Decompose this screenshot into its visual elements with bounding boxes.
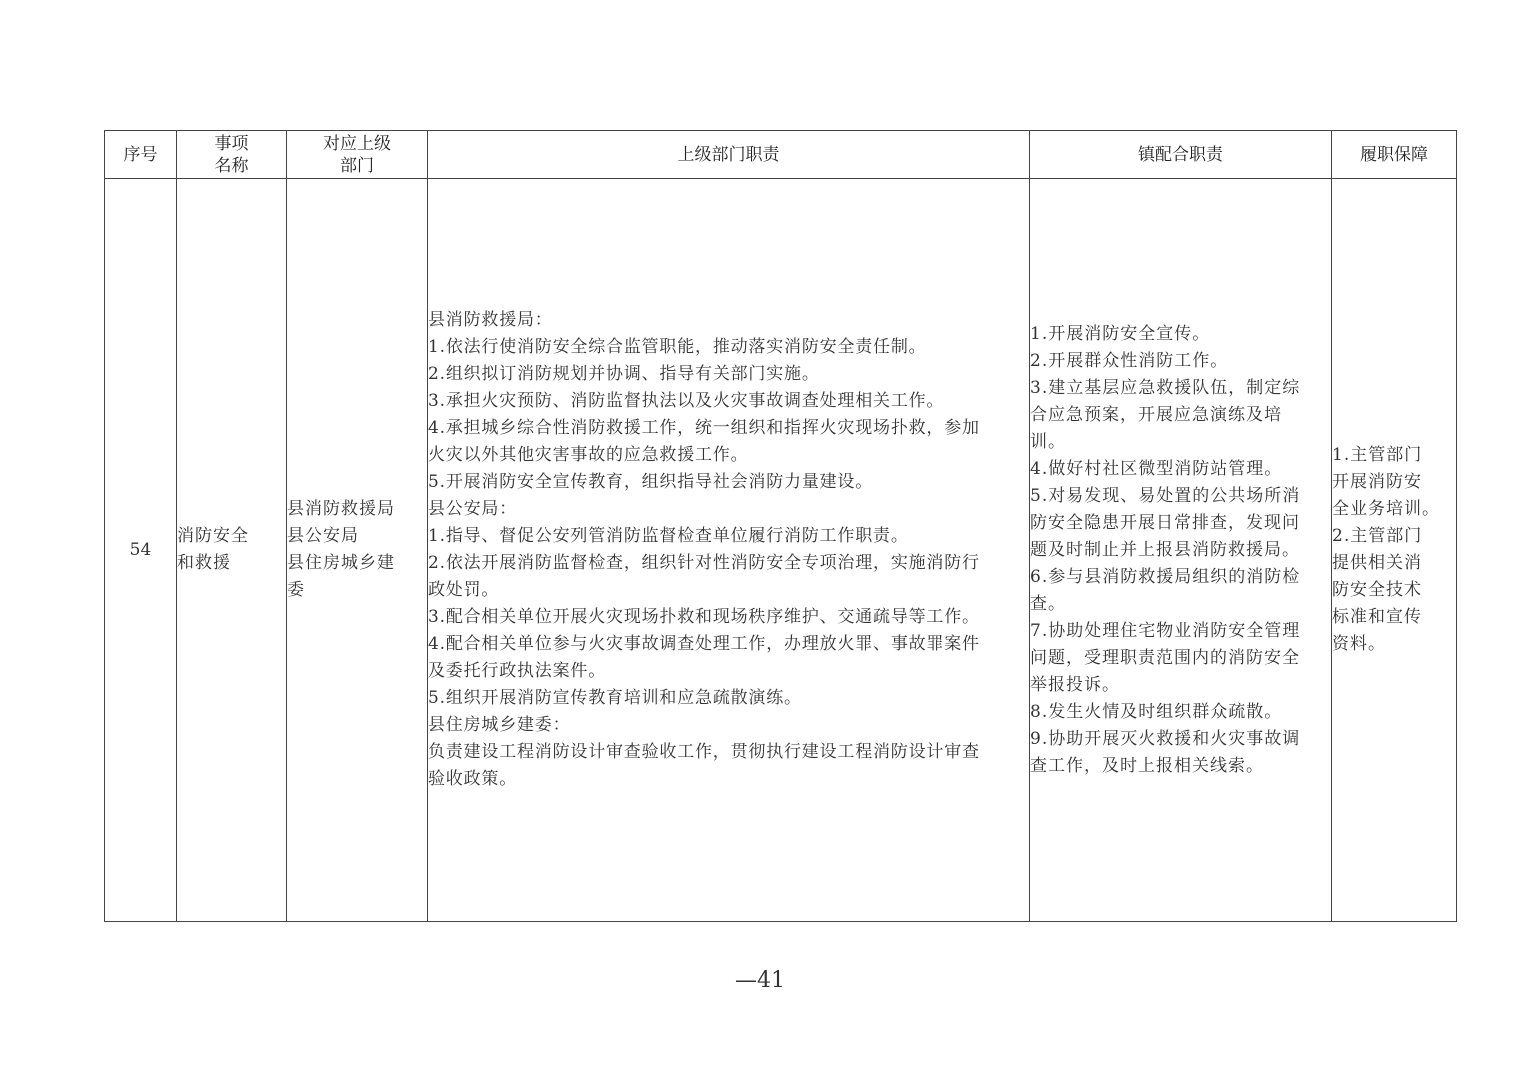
row-superior-departments: 县消防救援局 县公安局 县住房城乡建 委 — [287, 179, 428, 922]
row-superior-duties: 县消防救援局： 1.依法行使消防安全综合监管职能，推动落实消防安全责任制。 2.组织拟订消防规划并协调、指导有关部门实施。 3.承担火灾预防、消防监督执法以及火灾事故调查处理相关工作。 4.承担城乡综合性消防救援工作，统一组织和指挥火灾现场扑救，参加 火灾以外其他灾害事故的应急救援工作。 5.开展消防安全宣传教育，组织指导社会消防力量建设。 县公安局： 1.指导、督促公安列管消防监督检查单位履行消防工作职责。 2.依法开展消防监督检查，组织针对性消防安全专项治理，实施消防行 政处罚。 3.配合相关单位开展火灾现场扑救和现场秩序维护、交通疏导等工作。 4.配合相关单位参与火灾事故调查处理工作，办理放火罪、事故罪案件 及委托行政执法案件。 5.组织开展消防宣传教育培训和应急疏散演练。 县住房城乡建委： 负责建设工程消防设计审查验收工作，贯彻执行建设工程消防设计审查 验收政策。 — [428, 179, 1030, 922]
row-town-duties: 1.开展消防安全宣传。 2.开展群众性消防工作。 3.建立基层应急救援队伍，制定综 合应急预案，开展应急演练及培 训。 4.做好村社区微型消防站管理。 5.对易发现、易处置的公共场所消 防安全隐患开展日常排查，发现问 题及时制止并上报县消防救援局。 6.参与县消防救援局组织的消防检 查。 7.协助处理住宅物业消防安全管理 问题，受理职责范围内的消防安全 举报投诉。 8.发生火情及时组织群众疏散。 9.协助开展灭火救援和火灾事故调 查工作，及时上报相关线索。 — [1030, 179, 1332, 922]
header-row — [105, 131, 1457, 179]
table-row — [105, 179, 1457, 922]
duty-table — [104, 130, 1457, 922]
row-guarantee: 1.主管部门 开展消防安 全业务培训。 2.主管部门 提供相关消 防安全技术 标准和宣传 资料。 — [1332, 179, 1457, 922]
header-superior-duties: 上级部门职责 — [428, 131, 1030, 179]
header-item-name: 事项 名称 — [177, 131, 287, 179]
row-item-name: 消防安全 和救援 — [177, 179, 287, 922]
header-guarantee: 履职保障 — [1332, 131, 1457, 179]
header-town-duties: 镇配合职责 — [1030, 131, 1332, 179]
header-superior-department: 对应上级 部门 — [287, 131, 428, 179]
row-number: 54 — [105, 179, 177, 922]
page-number: —41 — [735, 968, 785, 993]
header-number: 序号 — [105, 131, 177, 179]
